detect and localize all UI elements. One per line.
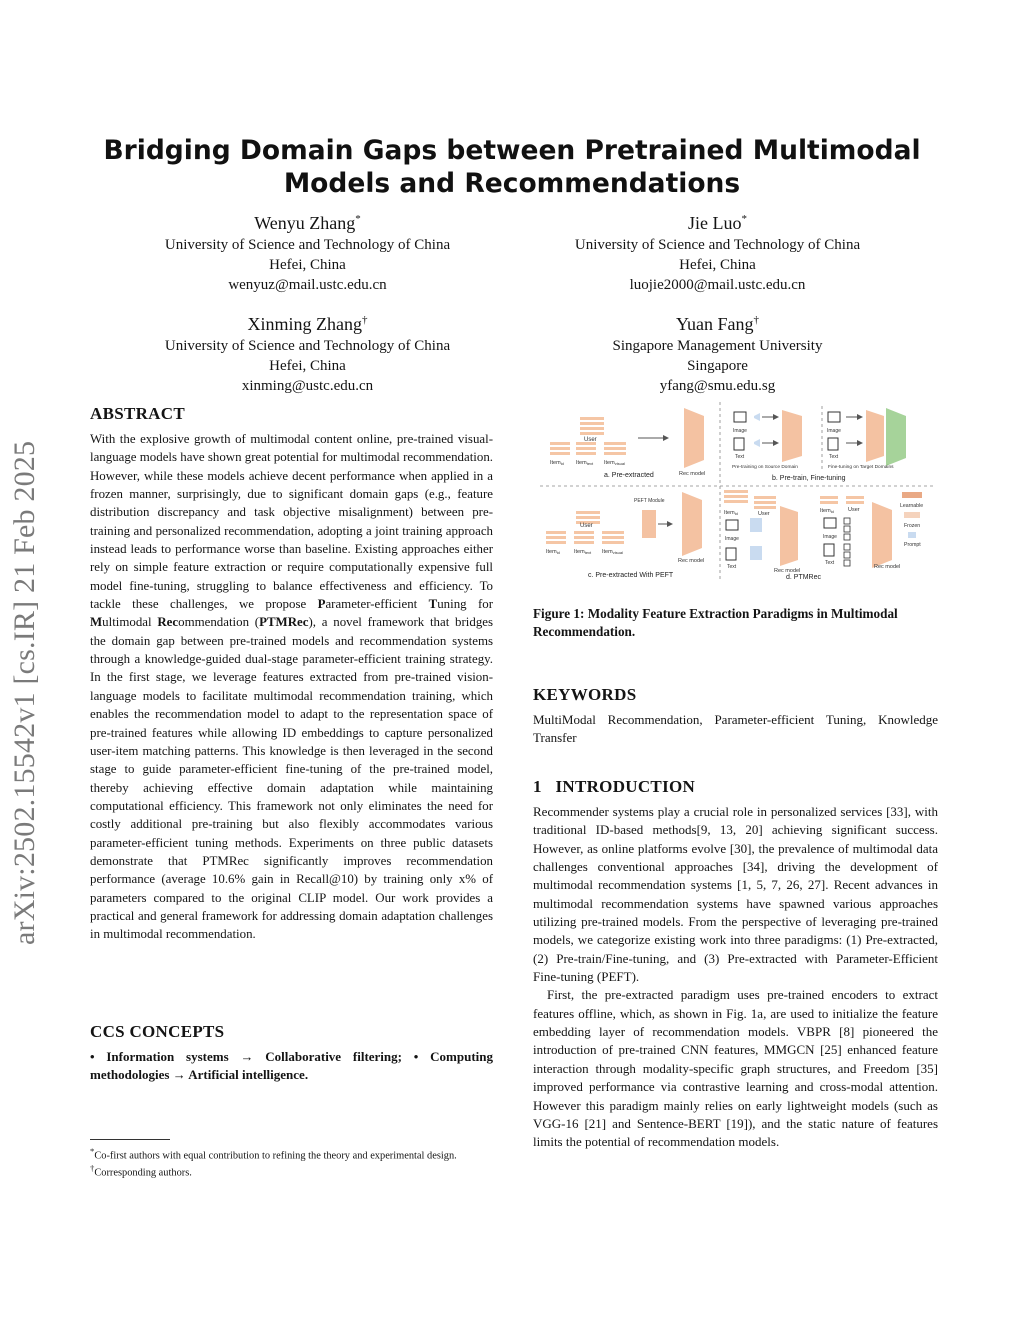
panel-a — [550, 408, 705, 479]
svg-text:Text: Text — [829, 454, 839, 460]
svg-text:User: User — [848, 507, 860, 513]
figure-1 — [536, 398, 940, 586]
author-mark: * — [355, 213, 361, 225]
author-block — [130, 309, 485, 396]
introduction-heading: 1 INTRODUCTION — [533, 777, 696, 796]
author-block — [540, 309, 895, 396]
paper-title: Bridging Domain Gaps between Pretrained Multimodal Models and Recommendations — [103, 135, 921, 199]
svg-text:Itemid: Itemid — [550, 460, 564, 466]
svg-text:Itemtext: Itemtext — [576, 460, 594, 466]
author-email[interactable]: yfang@smu.edu.sg — [659, 378, 776, 394]
svg-text:Itemtext: Itemtext — [574, 549, 592, 555]
author-affiliation: Singapore Management University — [612, 338, 823, 354]
ccs-heading: CCS CONCEPTS — [90, 1022, 225, 1041]
arxiv-identifier: arXiv:2502.15542v1 [cs.IR] 21 Feb 2025 — [8, 440, 41, 945]
svg-text:Fine-tuning on Target Domains: Fine-tuning on Target Domains — [828, 465, 894, 470]
panel-d — [724, 490, 900, 581]
svg-text:PEFT Module: PEFT Module — [634, 498, 665, 504]
panel-c — [546, 492, 704, 579]
author-affiliation: University of Science and Technology of China — [574, 237, 861, 253]
author-mark: * — [741, 213, 747, 225]
author-location: Singapore — [687, 358, 748, 374]
author-location: Hefei, China — [269, 358, 346, 374]
panel-b — [732, 408, 906, 482]
svg-text:Text: Text — [727, 564, 737, 570]
ccs-concepts: • Information systems → Collaborative filtering; • Computing methodologies → Artificial intelligence. — [90, 1049, 493, 1083]
svg-text:Itemid: Itemid — [724, 510, 738, 516]
svg-text:Itemid: Itemid — [546, 549, 560, 555]
abstract-heading: ABSTRACT — [90, 404, 185, 423]
figure-caption: Figure 1: Modality Feature Extraction Paradigms in Multimodal Recommendation. — [533, 606, 898, 639]
svg-text:Prompt: Prompt — [904, 542, 921, 548]
svg-text:Image: Image — [733, 428, 747, 434]
author-name: Xinming Zhang — [247, 314, 362, 334]
author-mark: † — [753, 314, 759, 326]
svg-text:Pre-training on Source Domain: Pre-training on Source Domain — [732, 465, 798, 470]
svg-text:Itemvisual: Itemvisual — [604, 460, 625, 466]
author-name: Yuan Fang — [676, 314, 754, 334]
figure-legend — [900, 492, 923, 548]
author-mark: † — [362, 314, 368, 326]
author-block — [130, 208, 485, 295]
footnote-equal: Co-first authors with equal contribution to refining the theory and experimental design. — [94, 1150, 457, 1162]
introduction-body — [533, 803, 938, 1152]
svg-text:Itemid: Itemid — [820, 508, 834, 514]
svg-text:Rec model: Rec model — [679, 471, 706, 477]
svg-text:Rec model: Rec model — [874, 564, 901, 570]
user-label: User — [584, 437, 597, 443]
author-email[interactable]: wenyuz@mail.ustc.edu.cn — [228, 277, 387, 293]
svg-text:Rec model: Rec model — [678, 558, 705, 564]
keywords-text: MultiModal Recommendation, Parameter-efficient Tuning, Knowledge Transfer — [533, 712, 938, 746]
author-affiliation: University of Science and Technology of China — [164, 338, 451, 354]
introduction-paragraph-2: First, the pre-extracted paradigm uses pre-trained encoders to extract features offline, which, as shown in Fig. 1a, are used to initialize the feature embedding layer of recommendation models. VBPR [8] pioneered the introduction of pre-trained CNN features, MMGCN [25] enhanced feature interaction through modality-specific graph structures, and Freedom [35] improved performance via contrastive learning and cross-modal attention. However this paradigm mainly relies on early lightweight models (such as VGG-16 [21] and Sentence-BERT [19]), and the static nature of features limits the potential of recommendation models. — [533, 987, 938, 1150]
author-email[interactable]: xinming@ustc.edu.cn — [241, 378, 374, 394]
author-name: Wenyu Zhang — [254, 213, 356, 233]
footnote-corresponding: Corresponding authors. — [94, 1167, 192, 1179]
author-block — [540, 208, 895, 295]
panel-b-label: b. Pre-train, Fine-tuning — [772, 475, 846, 482]
author-name: Jie Luo — [688, 213, 742, 233]
svg-text:Learnable: Learnable — [900, 503, 924, 509]
svg-text:Image: Image — [823, 534, 837, 540]
svg-text:Rec model: Rec model — [774, 568, 801, 574]
introduction-paragraph-1: Recommender systems play a crucial role in personalized services [33], with traditional ID-based methods[9, 13, 20] achieving significant success. However, as online platforms evolve [30], the prevalence of multimodal data challenges conventional approaches [34], driving the development of multimodal recommendation systems [1, 5, 7, 26, 27]. Recent advances in multimodal recommendation systems have spawned various approaches utilizing pre-trained models. From the perspective of leveraging pre-trained models, we categorize existing work into three paradigms: (1) Pre-extracted, (2) Pre-train/Fine-tuning, and (3) Pre-extracted with Parameter-Efficient Fine-tuning (PEFT). — [533, 804, 938, 985]
panel-a-label: a. Pre-extracted — [604, 472, 654, 479]
svg-text:Image: Image — [827, 428, 841, 434]
svg-text:Image: Image — [725, 536, 739, 542]
footnotes: *Co-first authors with equal contribution to refining the theory and experimental design. †Corresponding authors. — [90, 1146, 457, 1179]
svg-text:User: User — [580, 523, 593, 529]
panel-c-label: c. Pre-extracted With PEFT — [588, 572, 674, 579]
svg-text:User: User — [758, 511, 770, 517]
keywords-heading: KEYWORDS — [533, 685, 637, 704]
svg-text:Frozen: Frozen — [904, 523, 921, 529]
author-email[interactable]: luojie2000@mail.ustc.edu.cn — [629, 277, 806, 293]
svg-text:Text: Text — [825, 560, 835, 566]
abstract-body: With the explosive growth of multimodal content online, pre-trained visual-language models have shown great potential for multimodal recommendation. However, while these models achieve decent performance when applied in a frozen manner, surprisingly, due to significant domain gaps (e.g., feature distribution discrepancy and task objective misalignment) between pre-training and personalized recommendation, adopting a joint training approach instead leads to performance worse than baseline. Existing approaches either rely on simple feature extraction or require computationally expensive full model fine-tuning, struggling to balance effectiveness and efficiency. To tackle these challenges, we propose Parameter-efficient Tuning for Multimodal Recommendation (PTMRec), a novel framework that bridges the domain gap between pre-trained models and recommendation systems through a knowledge-guided dual-stage parameter-efficient training strategy. In the first stage, we leverage features extracted from pre-trained vision-language models to facilitate multimodal recommendation training, which enables the recommendation model to adapt to the representation space of pre-trained features while allowing ID embeddings to capture personalized user-item matching patterns. This knowledge is then leveraged in the second stage to guide parameter-efficient fine-tuning of the pre-trained model, thereby achieving effective domain adaptation while maintaining computational efficiency. This framework not only eliminates the need for costly additional pre-training but also flexibly accommodates various parameter-efficient tuning methods. Experiments on three public datasets demonstrate that PTMRec significantly improves recommendation performance (average 10.6% gain in Recall@10) by training only x% of parameters compared to the original CLIP model. Our work provides a practical and general framework for addressing domain adaptation challenges in multimodal recommendation. — [90, 432, 493, 942]
author-affiliation: University of Science and Technology of China — [164, 237, 451, 253]
author-location: Hefei, China — [679, 257, 756, 273]
svg-text:Itemvisual: Itemvisual — [602, 549, 623, 555]
svg-text:Text: Text — [735, 454, 745, 460]
panel-d-label: d. PTMRec — [786, 574, 822, 581]
author-location: Hefei, China — [269, 257, 346, 273]
footnote-divider — [90, 1139, 170, 1140]
